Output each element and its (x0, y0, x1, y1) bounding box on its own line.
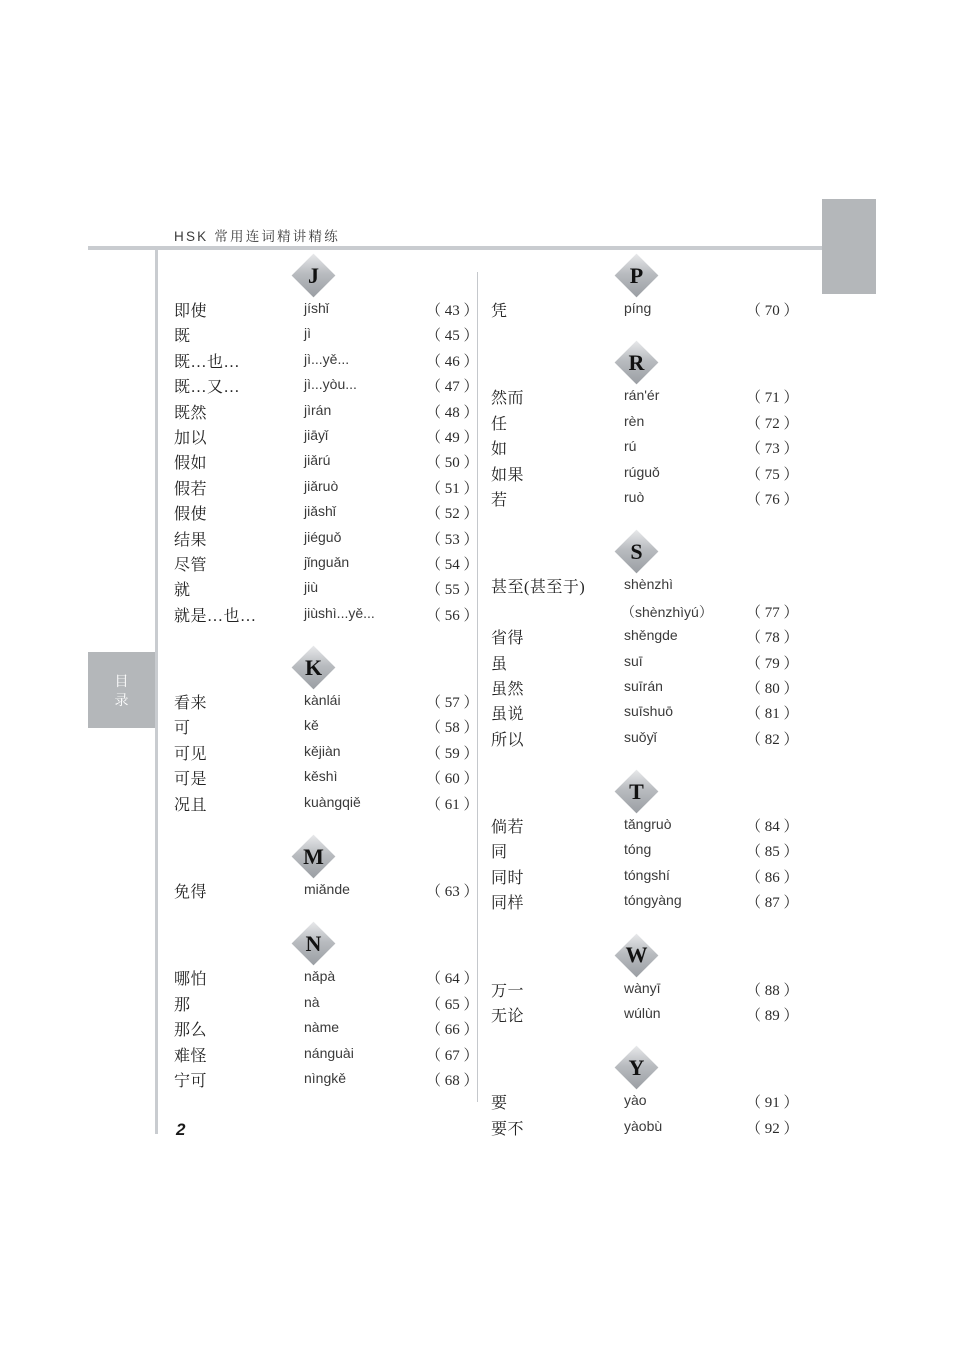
toc-entry[interactable] (491, 487, 799, 512)
toc-entry[interactable] (174, 577, 479, 602)
entry-page-number: （ 57 ） (426, 695, 479, 712)
section-letter: J (308, 262, 319, 288)
toc-entry[interactable] (174, 1043, 479, 1068)
toc-entry[interactable] (174, 450, 479, 475)
toc-entry[interactable] (174, 476, 479, 501)
entry-page-number: （ 78 ） (746, 630, 799, 647)
entry-headword: 同样 (491, 895, 525, 913)
toc-entry[interactable] (491, 701, 799, 726)
entry-page-number: （ 71 ） (746, 390, 799, 407)
entry-pinyin: nàme (304, 1019, 340, 1036)
entry-pinyin: jì (304, 325, 311, 342)
section-marker-t (491, 774, 791, 814)
toc-entry[interactable] (491, 385, 799, 410)
section-letter: P (629, 262, 644, 288)
entry-page-number: （ 56 ） (426, 607, 479, 624)
toc-entry[interactable] (491, 676, 799, 701)
entry-headword: 难怪 (174, 1047, 208, 1065)
entry-page-number: （ 85 ） (746, 844, 799, 861)
entry-headword: 虽 (491, 655, 508, 673)
entry-page-number: （ 72 ） (746, 415, 799, 432)
entry-headword: 要 (491, 1095, 508, 1113)
entry-pinyin: （shènzhìyú） (621, 603, 713, 620)
entry-pinyin: yàobù (624, 1117, 663, 1134)
entry-headword: 既…也… (174, 353, 241, 371)
toc-entry[interactable] (174, 1068, 479, 1093)
toc-entry[interactable] (174, 374, 479, 399)
entry-pinyin: jiéguǒ (304, 528, 342, 545)
entry-headword: 同时 (491, 869, 525, 887)
entry-headword: 既然 (174, 404, 208, 422)
toc-entry[interactable] (174, 992, 479, 1017)
entry-pinyin: tǎngruò (624, 816, 672, 833)
toc-entry[interactable] (174, 1017, 479, 1042)
entry-page-number: （ 91 ） (746, 1095, 799, 1112)
section-spacer (174, 628, 464, 650)
section-spacer (491, 512, 791, 534)
entry-pinyin: jiùshì...yě... (304, 604, 375, 621)
entry-pinyin: ruò (624, 488, 645, 505)
entry-page-number: （ 55 ） (426, 582, 479, 599)
entry-pinyin: yào (624, 1092, 647, 1109)
entry-pinyin: kě (304, 717, 319, 734)
toc-entry[interactable] (491, 839, 799, 864)
entry-pinyin: jiù (304, 579, 319, 596)
section-letter: K (304, 654, 323, 680)
entry-pinyin: píng (624, 300, 652, 316)
section-letter: M (303, 843, 324, 869)
section-letter: T (629, 778, 644, 804)
entry-page-number: （ 82 ） (746, 731, 799, 748)
entry-pinyin: jì...yě... (304, 350, 350, 367)
corner-decoration-block (822, 199, 876, 294)
contents-column-right (491, 258, 799, 1141)
entry-pinyin: jiǎruò (304, 477, 339, 494)
toc-entry[interactable] (491, 298, 799, 323)
toc-entry[interactable] (174, 879, 479, 904)
section-spacer (174, 817, 464, 839)
entry-pinyin: rúguǒ (624, 463, 660, 480)
toc-entry[interactable] (174, 323, 479, 348)
entry-headword: 况且 (174, 796, 208, 814)
entry-pinyin: jì...yòu... (304, 376, 357, 393)
entry-pinyin: jǐnguǎn (304, 553, 350, 570)
toc-entry[interactable] (491, 890, 799, 915)
entry-page-number: （ 81 ） (746, 706, 799, 723)
entry-headword: 要不 (491, 1120, 525, 1138)
entry-headword: 免得 (174, 884, 208, 902)
entry-page-number: （ 77 ） (746, 604, 799, 621)
toc-entry[interactable] (491, 727, 799, 752)
toc-entry[interactable] (174, 298, 479, 323)
entry-page-number: （ 53 ） (426, 531, 479, 548)
section-marker-n (174, 926, 464, 966)
section-letter: N (305, 930, 322, 956)
entry-pinyin: kějiàn (304, 742, 341, 759)
entry-pinyin: shènzhì (624, 576, 674, 593)
entry-headword: 既…又… (174, 379, 241, 397)
entry-page-number: （ 48 ） (426, 404, 479, 421)
entry-headword: 可见 (174, 745, 208, 763)
entry-headword: 万一 (491, 982, 525, 1000)
side-tab-char-2: 录 (114, 691, 129, 708)
entry-pinyin: jíshǐ (304, 300, 329, 316)
entry-headword: 那么 (174, 1022, 208, 1040)
section-letter: Y (628, 1054, 645, 1080)
section-marker-y (491, 1050, 791, 1090)
entry-headword: 结果 (174, 531, 208, 549)
entry-pinyin: kěshì (304, 768, 338, 785)
entry-pinyin: jiǎrú (304, 452, 331, 469)
entry-page-number: （ 80 ） (746, 680, 799, 697)
entry-page-number: （ 68 ） (426, 1072, 479, 1089)
entry-page-number: （ 52 ） (426, 506, 479, 523)
entry-headword: 假如 (174, 455, 208, 473)
entry-pinyin: rèn (624, 412, 645, 429)
entry-page-number: （ 50 ） (426, 455, 479, 472)
page-number: 2 (176, 1120, 186, 1139)
entry-pinyin: tóngyàng (624, 892, 682, 909)
entry-headword: 就 (174, 582, 191, 600)
entry-page-number: （ 67 ） (426, 1047, 479, 1064)
entry-pinyin: shěngde (624, 627, 678, 644)
toc-entry[interactable] (491, 1116, 799, 1141)
section-marker-j (174, 258, 464, 298)
toc-entry[interactable] (491, 651, 799, 676)
entry-page-number: （ 89 ） (746, 1008, 799, 1025)
entry-pinyin: tóng (624, 841, 652, 858)
toc-entry[interactable] (174, 501, 479, 526)
toc-entry[interactable] (491, 978, 799, 1003)
toc-entry[interactable] (491, 436, 799, 461)
toc-entry[interactable] (174, 400, 479, 425)
entry-headword: 若 (491, 491, 508, 509)
entry-page-number: （ 45 ） (426, 328, 479, 345)
entry-headword: 甚至(甚至于) (491, 579, 586, 597)
entry-pinyin: suī (624, 652, 643, 669)
entry-pinyin: jìrán (304, 401, 332, 418)
entry-pinyin: rán'ér (624, 387, 660, 404)
entry-headword: 省得 (491, 630, 525, 648)
entry-page-number: （ 47 ） (426, 379, 479, 396)
side-tab-contents (88, 652, 155, 728)
entry-page-number: （ 92 ） (746, 1120, 799, 1137)
section-letter: W (625, 942, 648, 968)
entry-page-number: （ 66 ） (426, 1022, 479, 1039)
entry-headword: 加以 (174, 429, 208, 447)
entry-headword: 看来 (174, 695, 208, 713)
entry-pinyin: nà (304, 993, 320, 1010)
entry-page-number: （ 43 ） (426, 303, 479, 319)
entry-headword: 假使 (174, 506, 208, 524)
entry-page-number: （ 79 ） (746, 655, 799, 672)
entry-pinyin: nǎpà (304, 968, 336, 985)
entry-page-number: （ 61 ） (426, 796, 479, 813)
entry-page-number: （ 76 ） (746, 491, 799, 508)
entry-headword: 虽然 (491, 680, 525, 698)
toc-entry[interactable] (491, 411, 799, 436)
entry-page-number: （ 70 ） (746, 303, 799, 319)
section-marker-r (491, 345, 791, 385)
entry-pinyin: nánguài (304, 1044, 354, 1061)
toc-entry[interactable] (174, 349, 479, 374)
entry-pinyin: suǒyǐ (624, 728, 657, 745)
entry-page-number: （ 84 ） (746, 819, 799, 836)
entry-pinyin: suīrán (624, 677, 663, 694)
toc-entry[interactable] (491, 1090, 799, 1115)
toc-entry[interactable] (174, 425, 479, 450)
entry-headword: 如果 (491, 466, 525, 484)
toc-entry[interactable] (491, 1003, 799, 1028)
entry-headword: 无论 (491, 1008, 525, 1026)
toc-entry[interactable] (174, 766, 479, 791)
header-divider-rule (88, 246, 822, 250)
entry-pinyin: rú (624, 438, 637, 455)
toc-entry[interactable] (491, 600, 799, 625)
section-marker-s (491, 534, 791, 574)
entry-headword: 如 (491, 441, 508, 459)
entry-pinyin: kànlái (304, 692, 341, 709)
toc-entry[interactable] (174, 741, 479, 766)
toc-entry[interactable] (174, 527, 479, 552)
entry-page-number: （ 54 ） (426, 556, 479, 573)
section-spacer (174, 904, 464, 926)
section-letter: S (630, 538, 643, 564)
toc-entry[interactable] (491, 574, 791, 599)
entry-pinyin: nìngkě (304, 1069, 347, 1086)
entry-page-number: （ 59 ） (426, 745, 479, 762)
contents-column-left (174, 258, 479, 1093)
entry-headword: 哪怕 (174, 971, 208, 989)
entry-headword: 所以 (491, 731, 525, 749)
entry-headword: 虽说 (491, 706, 525, 724)
toc-entry[interactable] (174, 690, 479, 715)
entry-page-number: （ 65 ） (426, 996, 479, 1013)
entry-headword: 即使 (174, 303, 208, 320)
toc-entry[interactable] (491, 865, 799, 890)
entry-page-number: （ 73 ） (746, 441, 799, 458)
toc-entry[interactable] (491, 462, 799, 487)
toc-entry[interactable] (174, 792, 479, 817)
entry-page-number: （ 87 ） (746, 895, 799, 912)
entry-headword: 尽管 (174, 556, 208, 574)
toc-entry[interactable] (174, 966, 479, 991)
entry-page-number: （ 49 ） (426, 429, 479, 446)
entry-headword: 凭 (491, 303, 508, 320)
section-spacer (491, 916, 791, 938)
section-spacer (491, 752, 791, 774)
entry-pinyin: kuàngqiě (304, 793, 361, 810)
entry-headword: 就是…也… (174, 607, 257, 625)
entry-headword: 宁可 (174, 1072, 208, 1090)
entry-headword: 可 (174, 720, 191, 738)
entry-page-number: （ 51 ） (426, 480, 479, 497)
section-letter: R (628, 349, 645, 375)
entry-pinyin: suīshuō (624, 703, 674, 720)
toc-entry[interactable] (174, 552, 479, 577)
entry-page-number: （ 58 ） (426, 720, 479, 737)
entry-headword: 倘若 (491, 819, 525, 837)
section-spacer (491, 323, 791, 345)
entry-page-number: （ 64 ） (426, 971, 479, 988)
entry-headword: 然而 (491, 390, 525, 408)
entry-pinyin: wúlùn (624, 1005, 661, 1022)
entry-pinyin: miǎnde (304, 881, 350, 898)
entry-headword: 任 (491, 415, 508, 433)
section-marker-w (491, 938, 791, 978)
entry-headword: 那 (174, 996, 191, 1014)
entry-page-number: （ 60 ） (426, 771, 479, 788)
section-spacer (491, 1028, 791, 1050)
entry-page-number: （ 88 ） (746, 982, 799, 999)
entry-pinyin: jiǎshǐ (304, 503, 336, 520)
entry-headword: 假若 (174, 480, 208, 498)
toc-entry[interactable] (174, 603, 479, 628)
entry-pinyin: tóngshí (624, 866, 670, 883)
entry-page-number: （ 75 ） (746, 466, 799, 483)
toc-entry[interactable] (491, 625, 799, 650)
section-marker-p (491, 258, 791, 298)
toc-entry[interactable] (491, 814, 799, 839)
entry-pinyin: wànyī (624, 979, 661, 996)
entry-headword: 同 (491, 844, 508, 862)
entry-pinyin: jiāyǐ (304, 426, 329, 443)
entry-page-number: （ 86 ） (746, 869, 799, 886)
entry-headword: 可是 (174, 771, 208, 789)
section-marker-k (174, 650, 464, 690)
side-tab-char-1: 目 (114, 672, 129, 689)
toc-entry[interactable] (174, 715, 479, 740)
page-header-title: HSK 常用连词精讲精练 (174, 229, 340, 244)
entry-headword: 既 (174, 328, 191, 346)
entry-page-number: （ 63 ） (426, 884, 479, 901)
entry-page-number: （ 46 ） (426, 353, 479, 370)
section-marker-m (174, 839, 464, 879)
left-margin-rule (155, 246, 158, 1134)
